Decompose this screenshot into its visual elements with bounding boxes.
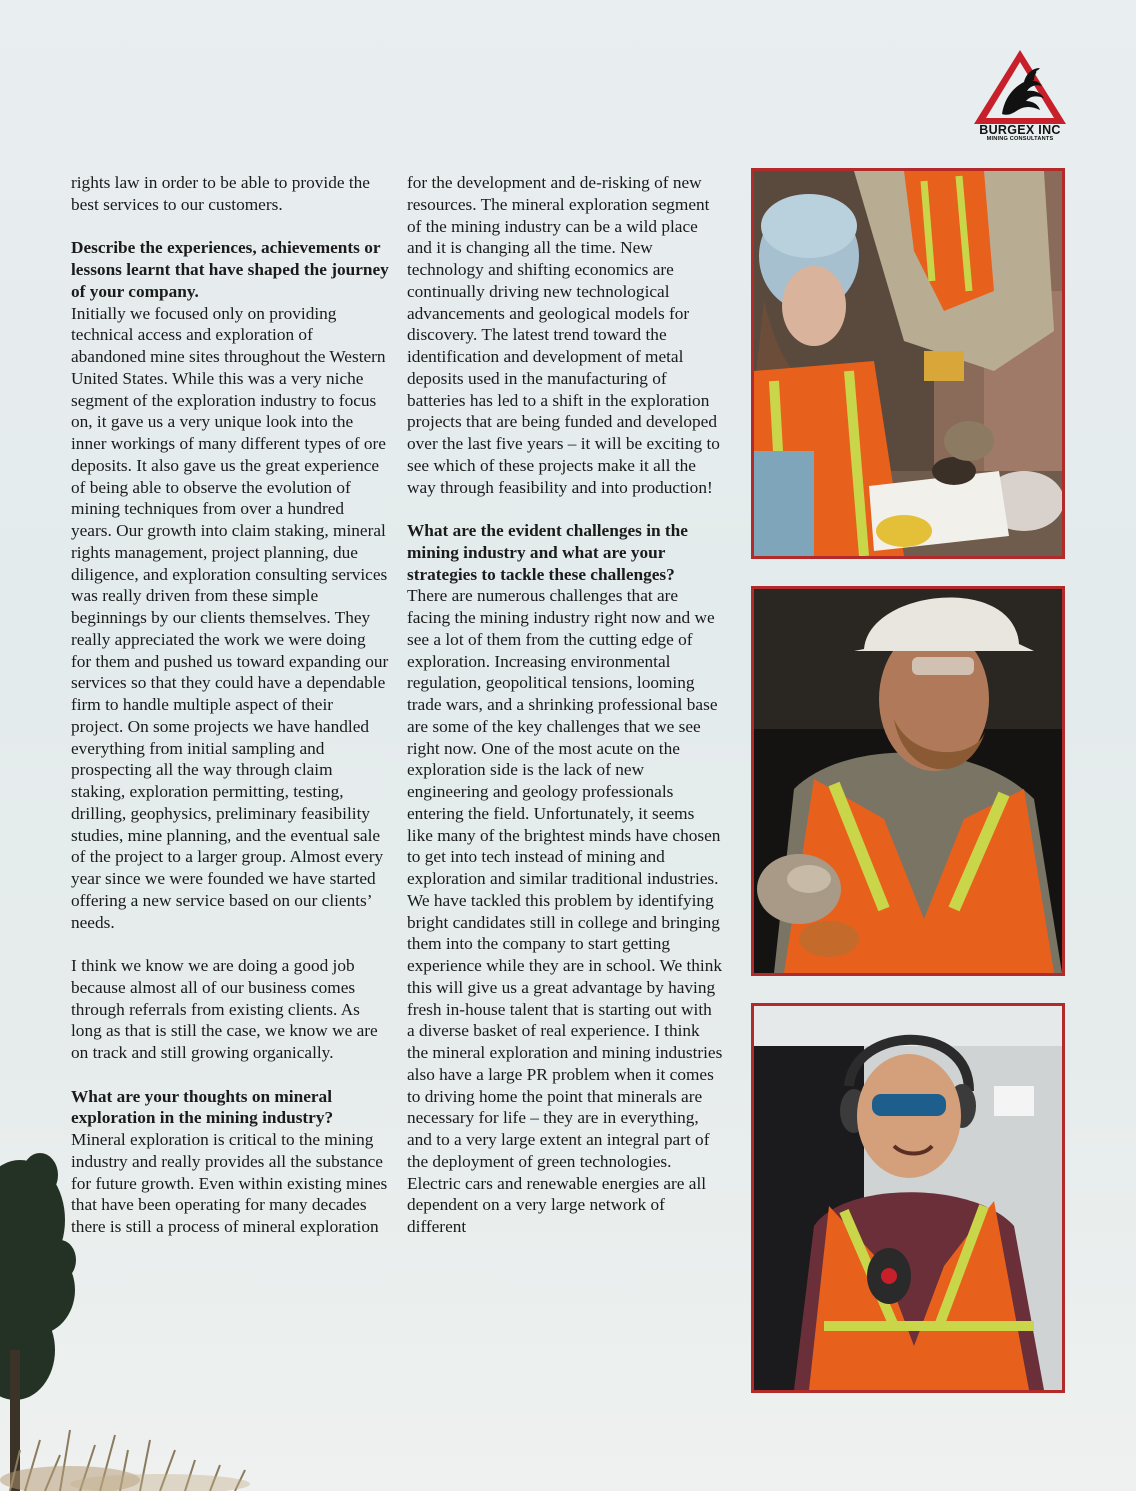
paragraph-gap (71, 216, 389, 238)
interview-question: What are your thoughts on mineral exploration in the mining industry? (71, 1086, 334, 1128)
article-column-2 (407, 172, 723, 1238)
paragraph: Mineral exploration is critical to the mining industry and really provides all the substance for future growth. Even within existing mines that have been operating for many decades there is still a process of mineral exploration (71, 1130, 388, 1236)
paragraph-gap (71, 933, 389, 955)
logo-company-name: BURGEX INC (979, 123, 1061, 137)
logo-tagline: MINING CONSULTANTS (986, 136, 1054, 142)
paragraph: There are numerous challenges that are facing the mining industry right now and we see a lot of them from the cutting edge of exploration. Increasing environmental regulation, geopolitical tensions, looming trade wars, and a shrinking professional base are some of the key challenges that we see right now. One of the most acute on the exploration side is the lack of new engineering and geology professionals entering the field. Unfortunately, it seems like many of the brightest minds have chosen to get into tech instead of mining and exploration and similar traditional industries. We have tackled this problem by identifying bright candidates still in college and bringing them into the company to start getting experience while they are in school. We think this will give us a great advantage by having fresh in-house talent that is starting out with a diverse basket of real experience. I think the mineral exploration and mining industries also have a large PR problem when it comes to driving home the point that minerals are necessary for life – they are in everything, and to a very large extent an integral part of the deployment of green technologies. Electric cars and renewable energies are all dependent on a very large network of different (407, 586, 723, 1236)
photo-worker-hardhat (751, 586, 1065, 976)
interview-question: What are the evident challenges in the mining industry and what are your strategies to tackle these challenges? (407, 521, 688, 584)
interview-question: Describe the experiences, achievements or lessons learnt that have shaped the journey of your company. (71, 238, 389, 301)
paragraph-gap (71, 1064, 389, 1086)
photo-worker-cockpit (751, 1003, 1065, 1393)
photo-field-sampling (751, 168, 1065, 559)
paragraph: I think we know we are doing a good job because almost all of our business comes through referrals from existing clients. As long as that is still the case, we know we are on track and still growing organically. (71, 956, 378, 1062)
paragraph: Initially we focused only on providing technical access and exploration of abandoned mine sites throughout the Western United States. While this was a very niche segment of the exploration industry to focus on, it gave us a very unique look into the inner workings of many different types of ore deposits. It also gave us the great experience of being able to observe the evolution of mining techniques from over a hundred years. Our growth into claim staking, mineral rights management, project planning, due diligence, and exploration consulting services was really driven from these simple beginnings by our clients themselves. They really appreciated the work we were doing for them and pushed us toward expanding our services so that they could have a dependable firm to handle multiple aspect of their project. On some projects we have handled everything from initial sampling and prospecting all the way through claim staking, exploration permitting, testing, drilling, geophysics, preliminary feasibility studies, mine planning, and the eventual sale of the project to a larger group. Almost every year since we were founded we have started offering a new service based on our clients’ needs. (71, 303, 389, 932)
article-column-1 (71, 172, 389, 1238)
paragraph: for the development and de-risking of new resources. The mineral exploration segment of the mining industry can be a wild place and it is changing all the time. New technology and shifting economics are continually driving new technological advancements and geological models for discovery. The latest trend toward the identification and development of metal deposits used in the manufacturing of batteries has led to a shift in the exploration projects that are being funded and developed over the last five years – it will be exciting to see which of these projects make it all the way through feasibility and into production! (407, 173, 720, 497)
paragraph: rights law in order to be able to provide the best services to our customers. (71, 173, 370, 214)
paragraph-gap (407, 498, 723, 520)
decorative-brush-illustration (0, 1400, 300, 1491)
